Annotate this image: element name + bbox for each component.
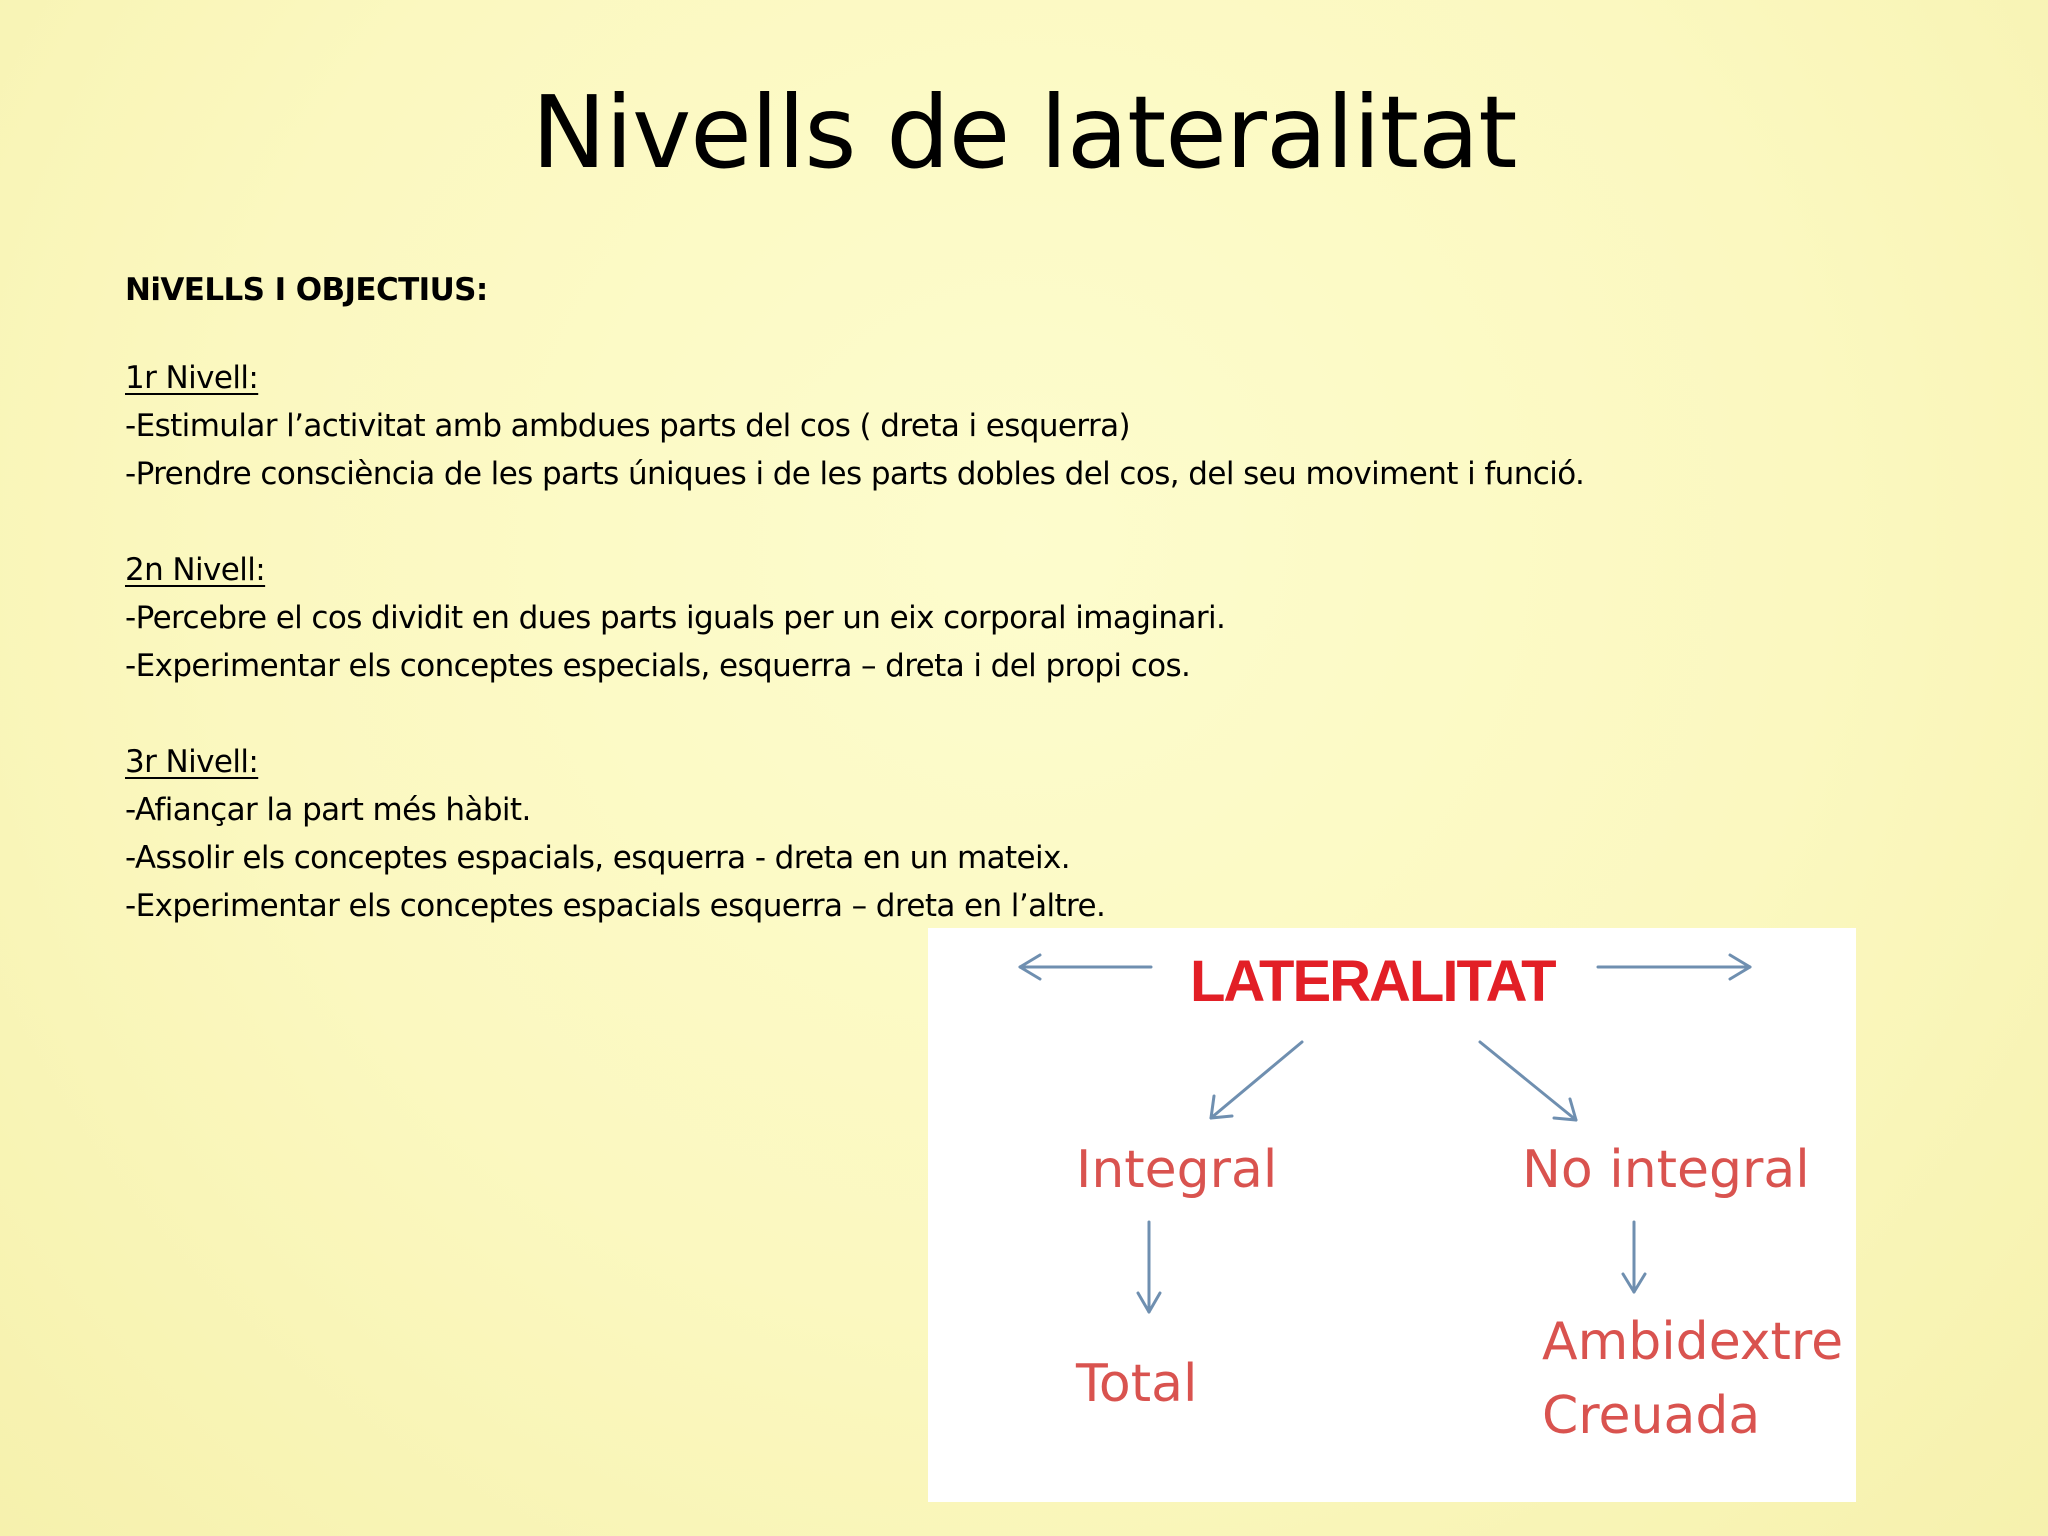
level-1 — [125, 354, 1925, 498]
arrow-down-icon — [1623, 1222, 1645, 1292]
level-2 — [125, 546, 1925, 690]
arrow-down-icon — [1138, 1222, 1160, 1312]
level-3-item: -Experimentar els conceptes espacials esquerra – dreta en l’altre. — [125, 888, 1106, 924]
level-3-title: 3r Nivell: — [125, 744, 259, 780]
arrow-left-icon — [1020, 955, 1151, 979]
level-1-title: 1r Nivell: — [125, 360, 259, 396]
diagram-root-node: LATERALITAT — [1190, 949, 1555, 1014]
arrow-down-right-icon — [1480, 1042, 1576, 1120]
diagram-node-creuada: Creuada — [1542, 1386, 1761, 1446]
content-area — [125, 266, 1925, 978]
section-heading: NiVELLS I OBJECTIUS: — [125, 272, 488, 308]
level-2-item: -Percebre el cos dividit en dues parts iguals per un eix corporal imaginari. — [125, 600, 1226, 636]
diagram-node-ambidextre: Ambidextre — [1542, 1312, 1844, 1372]
arrow-right-icon — [1598, 955, 1750, 979]
level-3 — [125, 738, 1925, 930]
diagram-node-total: Total — [1076, 1354, 1198, 1414]
slide-title: Nivells de lateralitat — [531, 74, 1517, 191]
diagram-node-integral: Integral — [1076, 1140, 1278, 1200]
diagram-node-no-integral: No integral — [1522, 1140, 1810, 1200]
level-3-item: -Assolir els conceptes espacials, esquerra - dreta en un mateix. — [125, 840, 1071, 876]
level-3-item: -Afiançar la part més hàbit. — [125, 792, 531, 828]
arrow-down-left-icon — [1211, 1042, 1302, 1118]
level-1-item: -Prendre consciència de les parts úniques i de les parts dobles del cos, del seu moviment i funció. — [125, 456, 1585, 492]
level-2-title: 2n Nivell: — [125, 552, 266, 588]
level-2-item: -Experimentar els conceptes especials, esquerra – dreta i del propi cos. — [125, 648, 1191, 684]
laterality-diagram — [928, 928, 1856, 1502]
level-1-item: -Estimular l’activitat amb ambdues parts del cos ( dreta i esquerra) — [125, 408, 1131, 444]
